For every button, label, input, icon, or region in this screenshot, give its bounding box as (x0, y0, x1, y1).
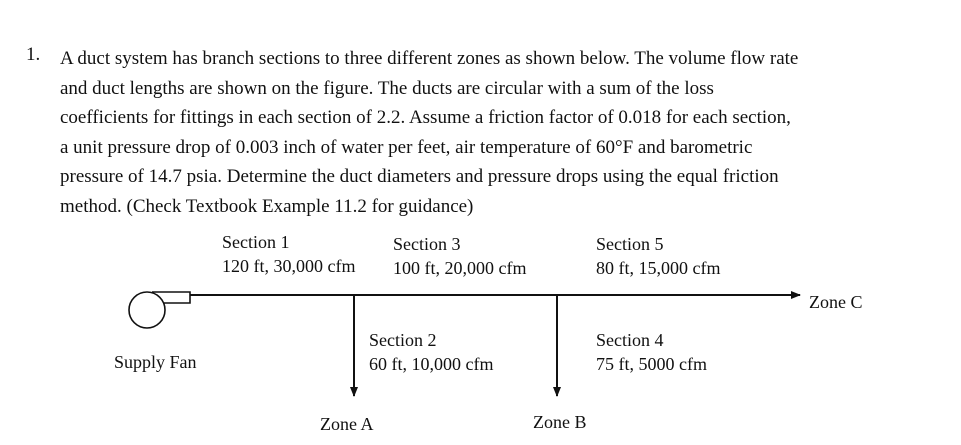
supply-fan-icon (129, 292, 190, 328)
section-1-label (222, 230, 355, 278)
section-2-label (369, 328, 493, 376)
zone-b-label: Zone B (533, 412, 587, 432)
supply-fan-label: Supply Fan (114, 352, 197, 372)
section-spec: 75 ft, 5000 cfm (596, 354, 707, 374)
section-name: Section 4 (596, 330, 664, 350)
problem-line: method. (Check Textbook Example 11.2 for guidance) (60, 195, 474, 217)
section-name: Section 2 (369, 330, 437, 350)
problem-line: and duct lengths are shown on the figure. The ducts are circular with a sum of the loss (60, 77, 714, 99)
problem-line: coefficients for fittings in each section of 2.2. Assume a friction factor of 0.018 for each section, (60, 107, 791, 129)
section-name: Section 3 (393, 234, 461, 254)
section-spec: 80 ft, 15,000 cfm (596, 258, 721, 278)
zone-c-label: Zone C (809, 292, 863, 312)
section-5-label (596, 232, 720, 280)
section-spec: 100 ft, 20,000 cfm (393, 258, 527, 278)
problem-line: pressure of 14.7 psia. Determine the duct diameters and pressure drops using the equal friction (60, 166, 779, 188)
section-3-label (393, 232, 526, 280)
section-4-label (596, 328, 707, 376)
problem-number: 1. (26, 44, 41, 65)
section-name: Section 1 (222, 232, 290, 252)
section-spec: 120 ft, 30,000 cfm (222, 256, 356, 276)
zone-a-label: Zone A (320, 414, 374, 434)
problem-line: a unit pressure drop of 0.003 inch of water per feet, air temperature of 60°F and barometric (60, 136, 753, 158)
section-spec: 60 ft, 10,000 cfm (369, 354, 494, 374)
section-name: Section 5 (596, 234, 664, 254)
problem-line: A duct system has branch sections to three different zones as shown below. The volume flow rate (60, 48, 799, 69)
